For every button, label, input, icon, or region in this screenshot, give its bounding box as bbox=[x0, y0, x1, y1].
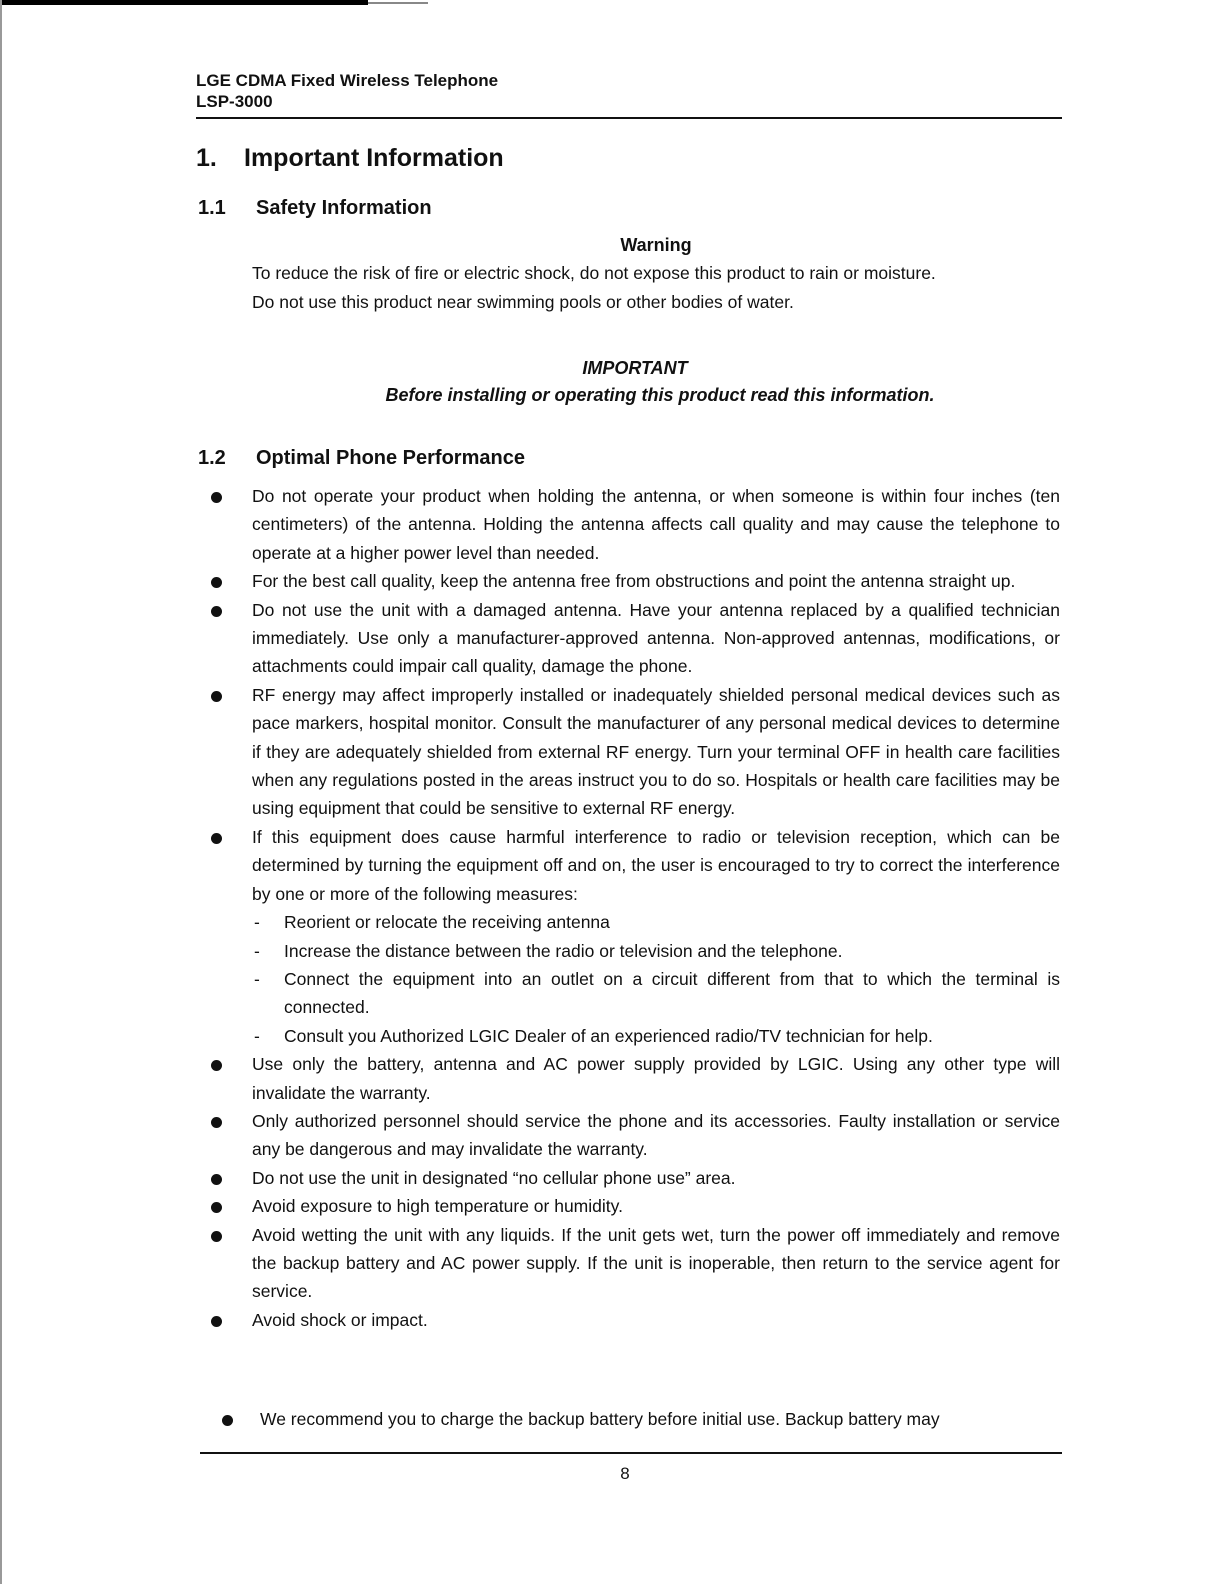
section-1-heading bbox=[196, 144, 504, 173]
section-1-1-heading bbox=[198, 197, 432, 220]
list-item: RF energy may affect improperly installed or inadequately shielded personal medical devices such as pace markers, hospital monitor. Consult the manufacturer of any personal medical devices to determine if they are adequately shielded from external RF energy. Turn your terminal OFF in health care facilities when any regulations posted in the areas instruct you to do so. Hospitals or health care facilities may be using equipment that could be sensitive to external RF energy. bbox=[252, 681, 1060, 823]
section-1-2-title: Optimal Phone Performance bbox=[256, 447, 525, 469]
list-item: Avoid wetting the unit with any liquids. If the unit gets wet, turn the power off immediately and remove the backup battery and AC power supply. If the unit is inoperable, then return to the service agent for service. bbox=[252, 1221, 1060, 1306]
header-model: LSP-3000 bbox=[196, 92, 273, 111]
important-title: IMPORTANT bbox=[582, 358, 688, 378]
measures-list bbox=[252, 908, 1060, 1050]
list-item: Do not use the unit with a damaged antenna. Have your antenna replaced by a qualified technician immediately. Use only a manufacturer-approved antenna. Non-approved antennas, modifications, or attachments could impair call quality, damage the phone. bbox=[252, 596, 1060, 681]
measure-item: - Reorient or relocate the receiving antenna bbox=[252, 908, 1060, 936]
important-text: Before installing or operating this product read this information. bbox=[385, 385, 935, 405]
page-header bbox=[196, 70, 1062, 112]
section-1-number: 1. bbox=[196, 144, 217, 172]
header-product-line: LGE CDMA Fixed Wireless Telephone bbox=[196, 71, 499, 90]
warning-line-1: To reduce the risk of fire or electric shock, do not expose this product to rain or moisture. bbox=[252, 263, 936, 283]
list-item: Only authorized personnel should service the phone and its accessories. Faulty installation or service any be dangerous and may invalidate the warranty. bbox=[252, 1107, 1060, 1164]
header-rule bbox=[196, 117, 1062, 119]
list-item: Use only the battery, antenna and AC power supply provided by LGIC. Using any other type will invalidate the warranty. bbox=[252, 1050, 1060, 1107]
list-item-interference bbox=[252, 823, 1060, 1050]
performance-bullet-list bbox=[0, 482, 1229, 1334]
section-1-title: Important Information bbox=[244, 144, 504, 172]
list-item: Do not use the unit in designated “no cellular phone use” area. bbox=[252, 1164, 1060, 1192]
section-1-1-title: Safety Information bbox=[256, 197, 432, 219]
measure-item: - Connect the equipment into an outlet on a circuit different from that to which the terminal is connected. bbox=[252, 965, 1060, 1022]
interference-text: If this equipment does cause harmful interference to radio or television reception, which can be determined by turning the equipment off and on, the user is encouraged to try to correct the interference by one or more of the following measures: bbox=[252, 826, 1060, 904]
measure-item: - Increase the distance between the radio or television and the telephone. bbox=[252, 937, 1060, 965]
list-item: Avoid exposure to high temperature or humidity. bbox=[252, 1192, 1060, 1220]
measure-item: - Consult you Authorized LGIC Dealer of an experienced radio/TV technician for help. bbox=[252, 1022, 1060, 1050]
section-1-2-heading bbox=[198, 447, 525, 470]
scan-edge-bar bbox=[0, 0, 368, 5]
list-item: Avoid shock or impact. bbox=[252, 1306, 1060, 1334]
warning-line-2: Do not use this product near swimming pools or other bodies of water. bbox=[252, 292, 794, 312]
section-1-2-number: 1.2 bbox=[198, 447, 226, 469]
list-item: Do not operate your product when holding the antenna, or when someone is within four inches (ten centimeters) of the antenna. Holding the antenna affects call quality and may cause the telephone to operate at a higher power level than needed. bbox=[252, 482, 1060, 567]
section-1-1-number: 1.1 bbox=[198, 197, 226, 219]
list-item-backup-battery: We recommend you to charge the backup battery before initial use. Backup battery may bbox=[260, 1405, 1065, 1434]
list-item: For the best call quality, keep the antenna free from obstructions and point the antenna straight up. bbox=[252, 567, 1060, 595]
page-number: 8 bbox=[620, 1464, 630, 1483]
warning-text bbox=[252, 259, 1062, 317]
footer-rule bbox=[200, 1452, 1062, 1454]
warning-title: Warning bbox=[620, 235, 692, 255]
scan-edge-fade bbox=[368, 2, 428, 4]
